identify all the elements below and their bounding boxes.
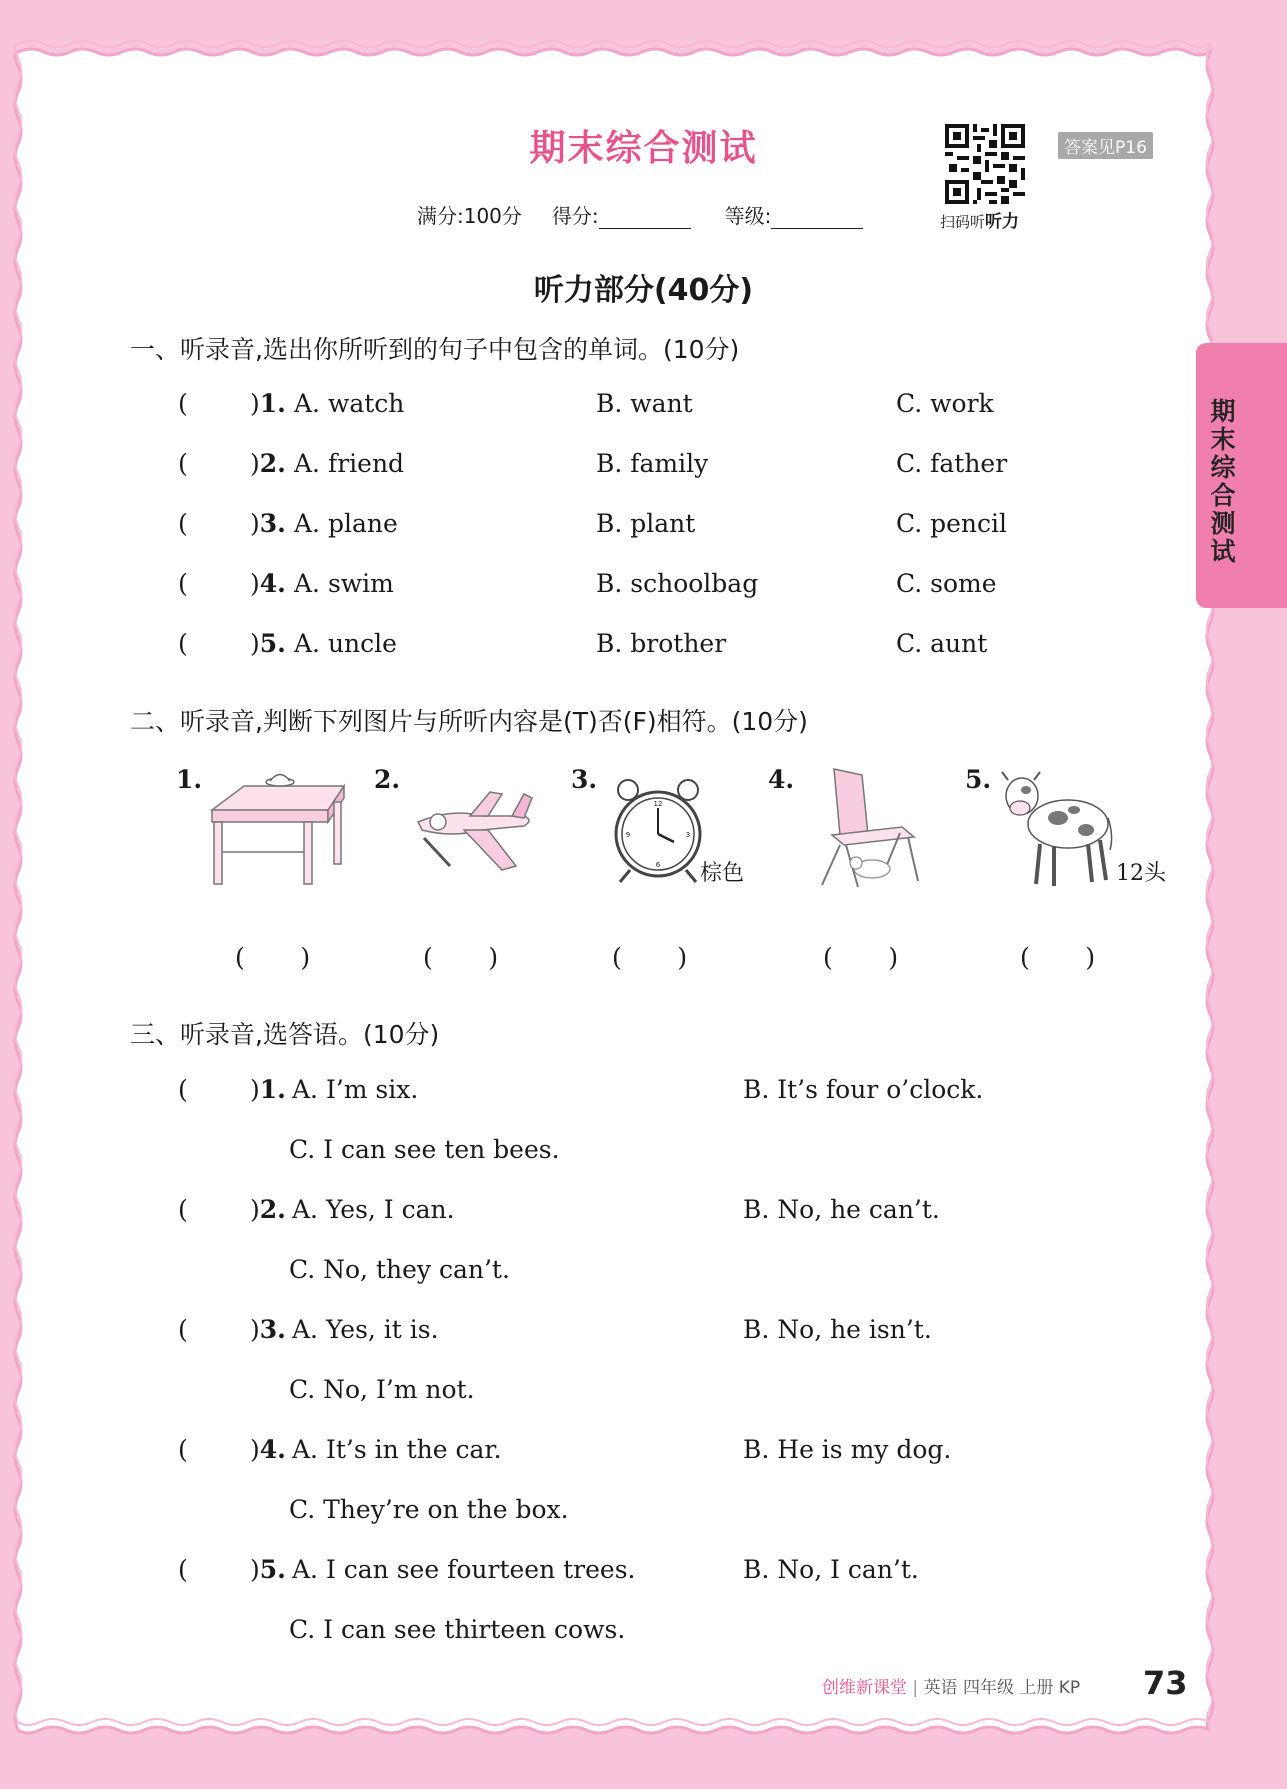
option-a: A. swim: [294, 569, 394, 598]
score-label: 得分:: [551, 204, 599, 228]
answer-blank[interactable]: ( ): [235, 943, 311, 972]
answer-paren-close: )1.: [250, 1075, 286, 1104]
answer-paren-open[interactable]: (: [178, 1195, 188, 1224]
answer-paren-open[interactable]: (: [178, 449, 188, 478]
option-c: C. work: [896, 389, 994, 418]
option-b: B. No, he isn’t.: [743, 1315, 932, 1344]
qr-label-bold: 听力: [985, 212, 1020, 232]
option-c: C. father: [896, 449, 1008, 478]
question-number: 5.: [259, 1555, 286, 1584]
picture-number: 2.: [374, 765, 401, 794]
qr-label: [940, 207, 1019, 232]
answer-paren-close: )5.: [250, 1555, 286, 1584]
option-b: B. plant: [596, 509, 696, 538]
footer-book-info: 英语 四年级 上册 KP: [923, 1678, 1081, 1698]
option-b: B. want: [596, 389, 693, 418]
option-a: A. Yes, I can.: [292, 1195, 455, 1224]
question-number: 1.: [259, 389, 286, 418]
answer-paren-close: )2.: [250, 449, 286, 478]
answer-paren-close: )4.: [250, 569, 286, 598]
question-number: 4.: [259, 569, 286, 598]
option-a: A. uncle: [294, 629, 397, 658]
option-a: A. watch: [294, 389, 405, 418]
svg-text:6: 6: [655, 861, 661, 869]
answer-paren-close: )4.: [250, 1435, 286, 1464]
full-score: 满分:100分: [417, 204, 522, 228]
answer-paren-open[interactable]: (: [178, 1435, 188, 1464]
option-b: B. No, he can’t.: [743, 1195, 940, 1224]
question-number: 3.: [259, 509, 286, 538]
chair-with-cat-icon: [812, 765, 922, 890]
option-c: C. I can see ten bees.: [289, 1135, 560, 1164]
question-number: 5.: [259, 629, 286, 658]
answer-paren-open[interactable]: (: [178, 629, 188, 658]
section1-title: 一、听录音,选出你所听到的句子中包含的单词。(10分): [130, 335, 740, 364]
option-b: B. No, I can’t.: [743, 1555, 919, 1584]
page-number: 73: [1143, 1664, 1188, 1702]
answer-blank[interactable]: ( ): [1020, 943, 1096, 972]
section2-title: 二、听录音,判断下列图片与所听内容是(T)否(F)相符。(10分): [130, 707, 808, 736]
question-number: 2.: [259, 449, 286, 478]
option-c: C. I can see thirteen cows.: [289, 1615, 626, 1644]
answer-paren-open[interactable]: (: [178, 1555, 188, 1584]
answer-blank[interactable]: ( ): [823, 943, 899, 972]
section3-title: 三、听录音,选答语。(10分): [130, 1020, 440, 1049]
answer-paren-open[interactable]: (: [178, 1075, 188, 1104]
score-line: [417, 200, 893, 229]
option-b: B. It’s four o’clock.: [743, 1075, 984, 1104]
footer-info: 创维新课堂 | 英语 四年级 上册 KP: [822, 1678, 1081, 1698]
option-a: A. I can see fourteen trees.: [292, 1555, 636, 1584]
option-a: A. friend: [294, 449, 405, 478]
answer-paren-close: )5.: [250, 629, 286, 658]
question-number: 3.: [259, 1315, 286, 1344]
answer-paren-close: )1.: [250, 389, 286, 418]
question-number: 4.: [259, 1435, 286, 1464]
qr-code-icon[interactable]: [945, 124, 1025, 204]
option-c: C. They’re on the box.: [289, 1495, 569, 1524]
picture-caption: 棕色: [700, 861, 745, 886]
cow-icon: [1000, 766, 1115, 891]
answer-blank[interactable]: ( ): [612, 943, 688, 972]
table-with-cup-icon: [208, 768, 348, 888]
picture-caption: 12头: [1116, 861, 1166, 886]
option-c: C. No, they can’t.: [289, 1255, 510, 1284]
alarm-clock-icon: [608, 776, 708, 886]
grade-label: 等级:: [724, 204, 772, 228]
picture-number: 4.: [768, 765, 795, 794]
qr-label-prefix: 扫码听: [940, 213, 986, 231]
side-tab-label: 期末综合测试: [1210, 397, 1236, 566]
answer-paren-close: )3.: [250, 509, 286, 538]
option-a: A. plane: [294, 509, 398, 538]
picture-number: 3.: [571, 765, 598, 794]
option-a: A. I’m six.: [292, 1075, 419, 1104]
svg-text:9: 9: [625, 831, 631, 839]
option-c: C. pencil: [896, 509, 1008, 538]
answer-reference-badge: 答案见P16: [1058, 132, 1153, 159]
score-field: [552, 204, 691, 228]
page-title: 期末综合测试: [529, 128, 758, 169]
picture-number: 1.: [176, 765, 203, 794]
question-number: 2.: [259, 1195, 286, 1224]
answer-paren-open[interactable]: (: [178, 509, 188, 538]
option-b: B. brother: [596, 629, 727, 658]
option-b: B. family: [596, 449, 709, 478]
answer-paren-open[interactable]: (: [178, 389, 188, 418]
svg-text:12: 12: [653, 800, 663, 808]
answer-paren-open[interactable]: (: [178, 569, 188, 598]
option-a: A. Yes, it is.: [292, 1315, 439, 1344]
answer-paren-close: )3.: [250, 1315, 286, 1344]
option-b: B. schoolbag: [596, 569, 759, 598]
answer-paren-open[interactable]: (: [178, 1315, 188, 1344]
airplane-icon: [412, 786, 537, 876]
part-title: 听力部分(40分): [533, 273, 754, 308]
picture-number: 5.: [965, 765, 992, 794]
svg-text:3: 3: [685, 831, 691, 839]
option-b: B. He is my dog.: [743, 1435, 952, 1464]
option-c: C. aunt: [896, 629, 988, 658]
option-c: C. some: [896, 569, 997, 598]
answer-paren-close: )2.: [250, 1195, 286, 1224]
grade-field: [725, 204, 864, 228]
option-a: A. It’s in the car.: [292, 1435, 502, 1464]
option-c: C. No, I’m not.: [289, 1375, 475, 1404]
footer-brand: 创维新课堂: [822, 1678, 907, 1698]
question-number: 1.: [259, 1075, 286, 1104]
answer-blank[interactable]: ( ): [423, 943, 499, 972]
